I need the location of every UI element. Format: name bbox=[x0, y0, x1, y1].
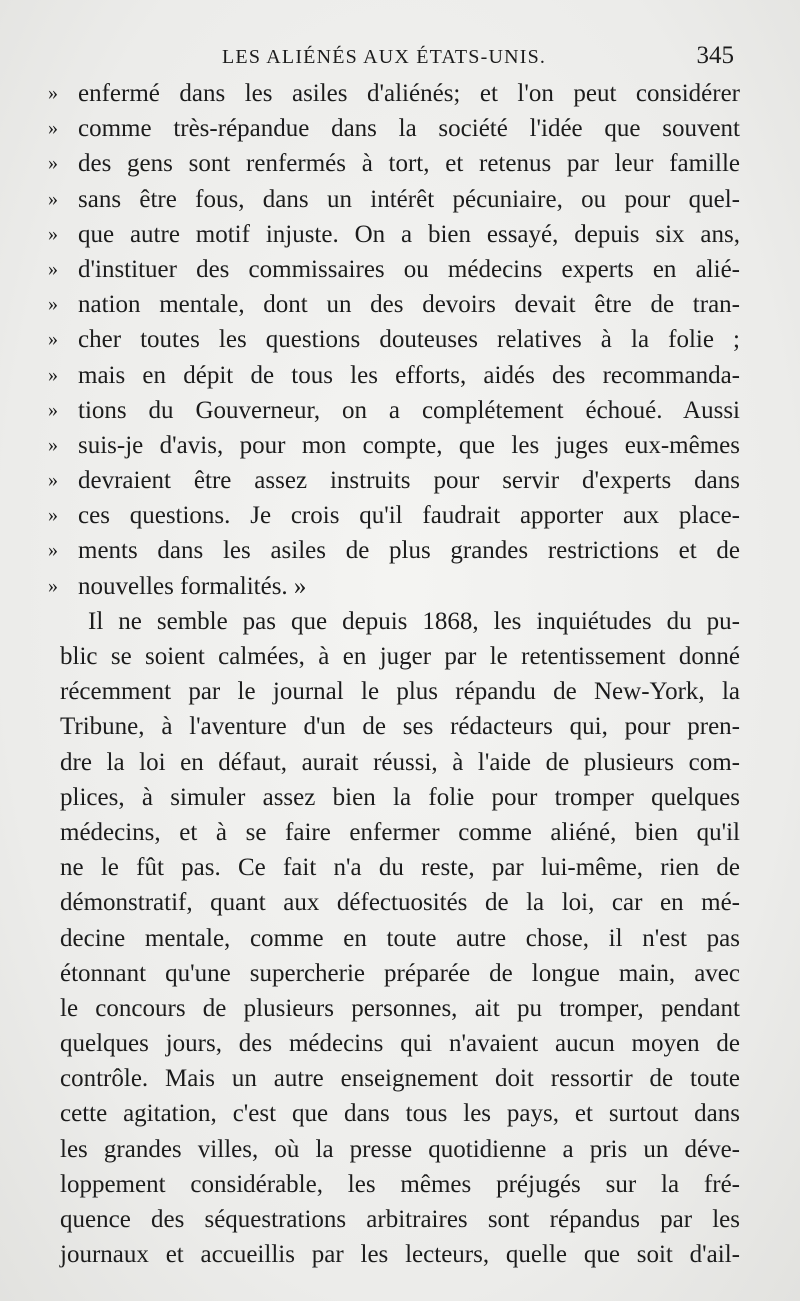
line-text: loppement considérable, les mêmes préjugés sur la fré- bbox=[60, 1170, 740, 1198]
quotation-line bbox=[0, 533, 800, 568]
paragraph-line bbox=[0, 604, 800, 639]
quote-mark: » bbox=[48, 293, 58, 316]
quote-mark: » bbox=[48, 82, 58, 104]
paragraph-line bbox=[0, 885, 800, 920]
quotation-line bbox=[0, 111, 800, 146]
quote-mark: » bbox=[48, 152, 58, 175]
line-text: devraient être assez instruits pour servir d'experts dans bbox=[78, 467, 740, 495]
quote-mark: » bbox=[48, 469, 58, 492]
line-text: médecins, et à se faire enfermer comme aliéné, bien qu'il bbox=[60, 818, 740, 846]
line-text: ces questions. Je crois qu'il faudrait apporter aux place- bbox=[78, 502, 740, 530]
line-text: quelques jours, des médecins qui n'avaient aucun moyen de bbox=[60, 1030, 740, 1058]
line-text: étonnant qu'une supercherie préparée de longue main, avec bbox=[60, 959, 740, 987]
quote-mark: » bbox=[48, 117, 58, 140]
quotation-line bbox=[0, 428, 800, 463]
line-text: ne le fût pas. Ce fait n'a du reste, par lui-même, rien de bbox=[60, 854, 740, 882]
line-text: Tribune, à l'aventure d'un de ses rédacteurs qui, pour pren- bbox=[60, 713, 740, 741]
quotation-line bbox=[0, 217, 800, 252]
line-text: comme très-répandue dans la société l'idée que souvent bbox=[78, 115, 740, 143]
page-number: 345 bbox=[696, 42, 734, 69]
line-text: le concours de plusieurs personnes, ait pu tromper, pendant bbox=[60, 994, 740, 1022]
line-text: les grandes villes, où la presse quotidienne a pris un déve- bbox=[60, 1135, 740, 1163]
line-text: plices, à simuler assez bien la folie pour tromper quelques bbox=[60, 783, 740, 811]
paragraph-line bbox=[0, 1026, 800, 1061]
paragraph-line bbox=[0, 780, 800, 815]
quotation-line bbox=[0, 287, 800, 322]
line-text: démonstratif, quant aux défectuosités de la loi, car en mé- bbox=[60, 889, 740, 917]
line-text: tions du Gouverneur, on a complétement échoué. Aussi bbox=[78, 396, 740, 424]
quotation-line bbox=[0, 322, 800, 357]
line-text: cher toutes les questions douteuses relatives à la folie ; bbox=[78, 326, 740, 354]
quotation-line bbox=[0, 569, 800, 604]
quote-mark: » bbox=[48, 187, 58, 210]
line-text: d'instituer des commissaires ou médecins experts en alié- bbox=[78, 255, 740, 283]
quote-mark: » bbox=[48, 539, 58, 562]
line-text: Il ne semble pas que depuis 1868, les inquiétudes du pu- bbox=[88, 607, 740, 635]
line-text: sans être fous, dans un intérêt pécuniaire, ou pour quel- bbox=[78, 185, 740, 213]
quotation-line bbox=[0, 498, 800, 533]
body-text bbox=[0, 76, 800, 1272]
line-text: quence des séquestrations arbitraires sont répandus par les bbox=[60, 1206, 740, 1233]
quotation-block bbox=[0, 76, 800, 604]
paragraph-line bbox=[0, 1132, 800, 1167]
line-text: que autre motif injuste. On a bien essayé, depuis six ans, bbox=[78, 220, 740, 248]
line-text: mais en dépit de tous les efforts, aidés des recommanda- bbox=[78, 361, 740, 389]
quote-mark: » bbox=[48, 574, 58, 597]
line-text: suis-je d'avis, pour mon compte, que les juges eux-mêmes bbox=[78, 431, 740, 459]
paragraph-line bbox=[0, 815, 800, 850]
quote-mark: » bbox=[48, 257, 58, 280]
quote-mark: » bbox=[48, 504, 58, 527]
line-text: contrôle. Mais un autre enseignement doit ressortir de toute bbox=[60, 1065, 740, 1093]
paragraph-line bbox=[0, 639, 800, 674]
line-text: dre la loi en défaut, aurait réussi, à l'aide de plusieurs com- bbox=[60, 748, 740, 776]
quote-mark: » bbox=[48, 328, 58, 351]
line-text: nation mentale, dont un des devoirs devait être de tran- bbox=[78, 291, 740, 319]
quotation-line bbox=[0, 393, 800, 428]
line-text: des gens sont renfermés à tort, et retenus par leur famille bbox=[78, 150, 740, 178]
line-text: journaux et accueillis par les lecteurs, quelle que soit d'ail- bbox=[60, 1241, 740, 1269]
quote-mark: » bbox=[48, 398, 58, 421]
paragraph-line bbox=[0, 921, 800, 956]
line-text: ments dans les asiles de plus grandes restrictions et de bbox=[78, 537, 740, 565]
quotation-line bbox=[0, 182, 800, 217]
quotation-line bbox=[0, 76, 800, 111]
line-text: nouvelles formalités. » bbox=[78, 572, 307, 600]
line-text: blic se soient calmées, à en juger par le retentissement donné bbox=[60, 643, 740, 670]
paragraph-line bbox=[0, 850, 800, 885]
line-text: récemment par le journal le plus répandu de New-York, la bbox=[60, 678, 740, 706]
quotation-line bbox=[0, 358, 800, 393]
paragraph-block bbox=[0, 604, 800, 1273]
paragraph-line bbox=[0, 1237, 800, 1272]
paragraph-line bbox=[0, 1167, 800, 1202]
quote-mark: » bbox=[48, 433, 58, 456]
paragraph-line bbox=[0, 745, 800, 780]
line-text: decine mentale, comme en toute autre chose, il n'est pas bbox=[60, 924, 740, 952]
running-head bbox=[60, 42, 734, 72]
paragraph-line bbox=[0, 956, 800, 991]
line-text: cette agitation, c'est que dans tous les pays, et surtout dans bbox=[60, 1100, 740, 1128]
quote-mark: » bbox=[48, 363, 58, 386]
quotation-line bbox=[0, 463, 800, 498]
paragraph-line bbox=[0, 709, 800, 744]
line-text: enfermé dans les asiles d'aliénés; et l'on peut considérer bbox=[78, 80, 740, 107]
paragraph-line bbox=[0, 1202, 800, 1237]
running-title: LES ALIÉNÉS AUX ÉTATS-UNIS. bbox=[222, 46, 547, 68]
paragraph-line bbox=[0, 991, 800, 1026]
paragraph-line bbox=[0, 674, 800, 709]
paragraph-line bbox=[0, 1096, 800, 1131]
quotation-line bbox=[0, 146, 800, 181]
quotation-line bbox=[0, 252, 800, 287]
quote-mark: » bbox=[48, 222, 58, 245]
paragraph-line bbox=[0, 1061, 800, 1096]
